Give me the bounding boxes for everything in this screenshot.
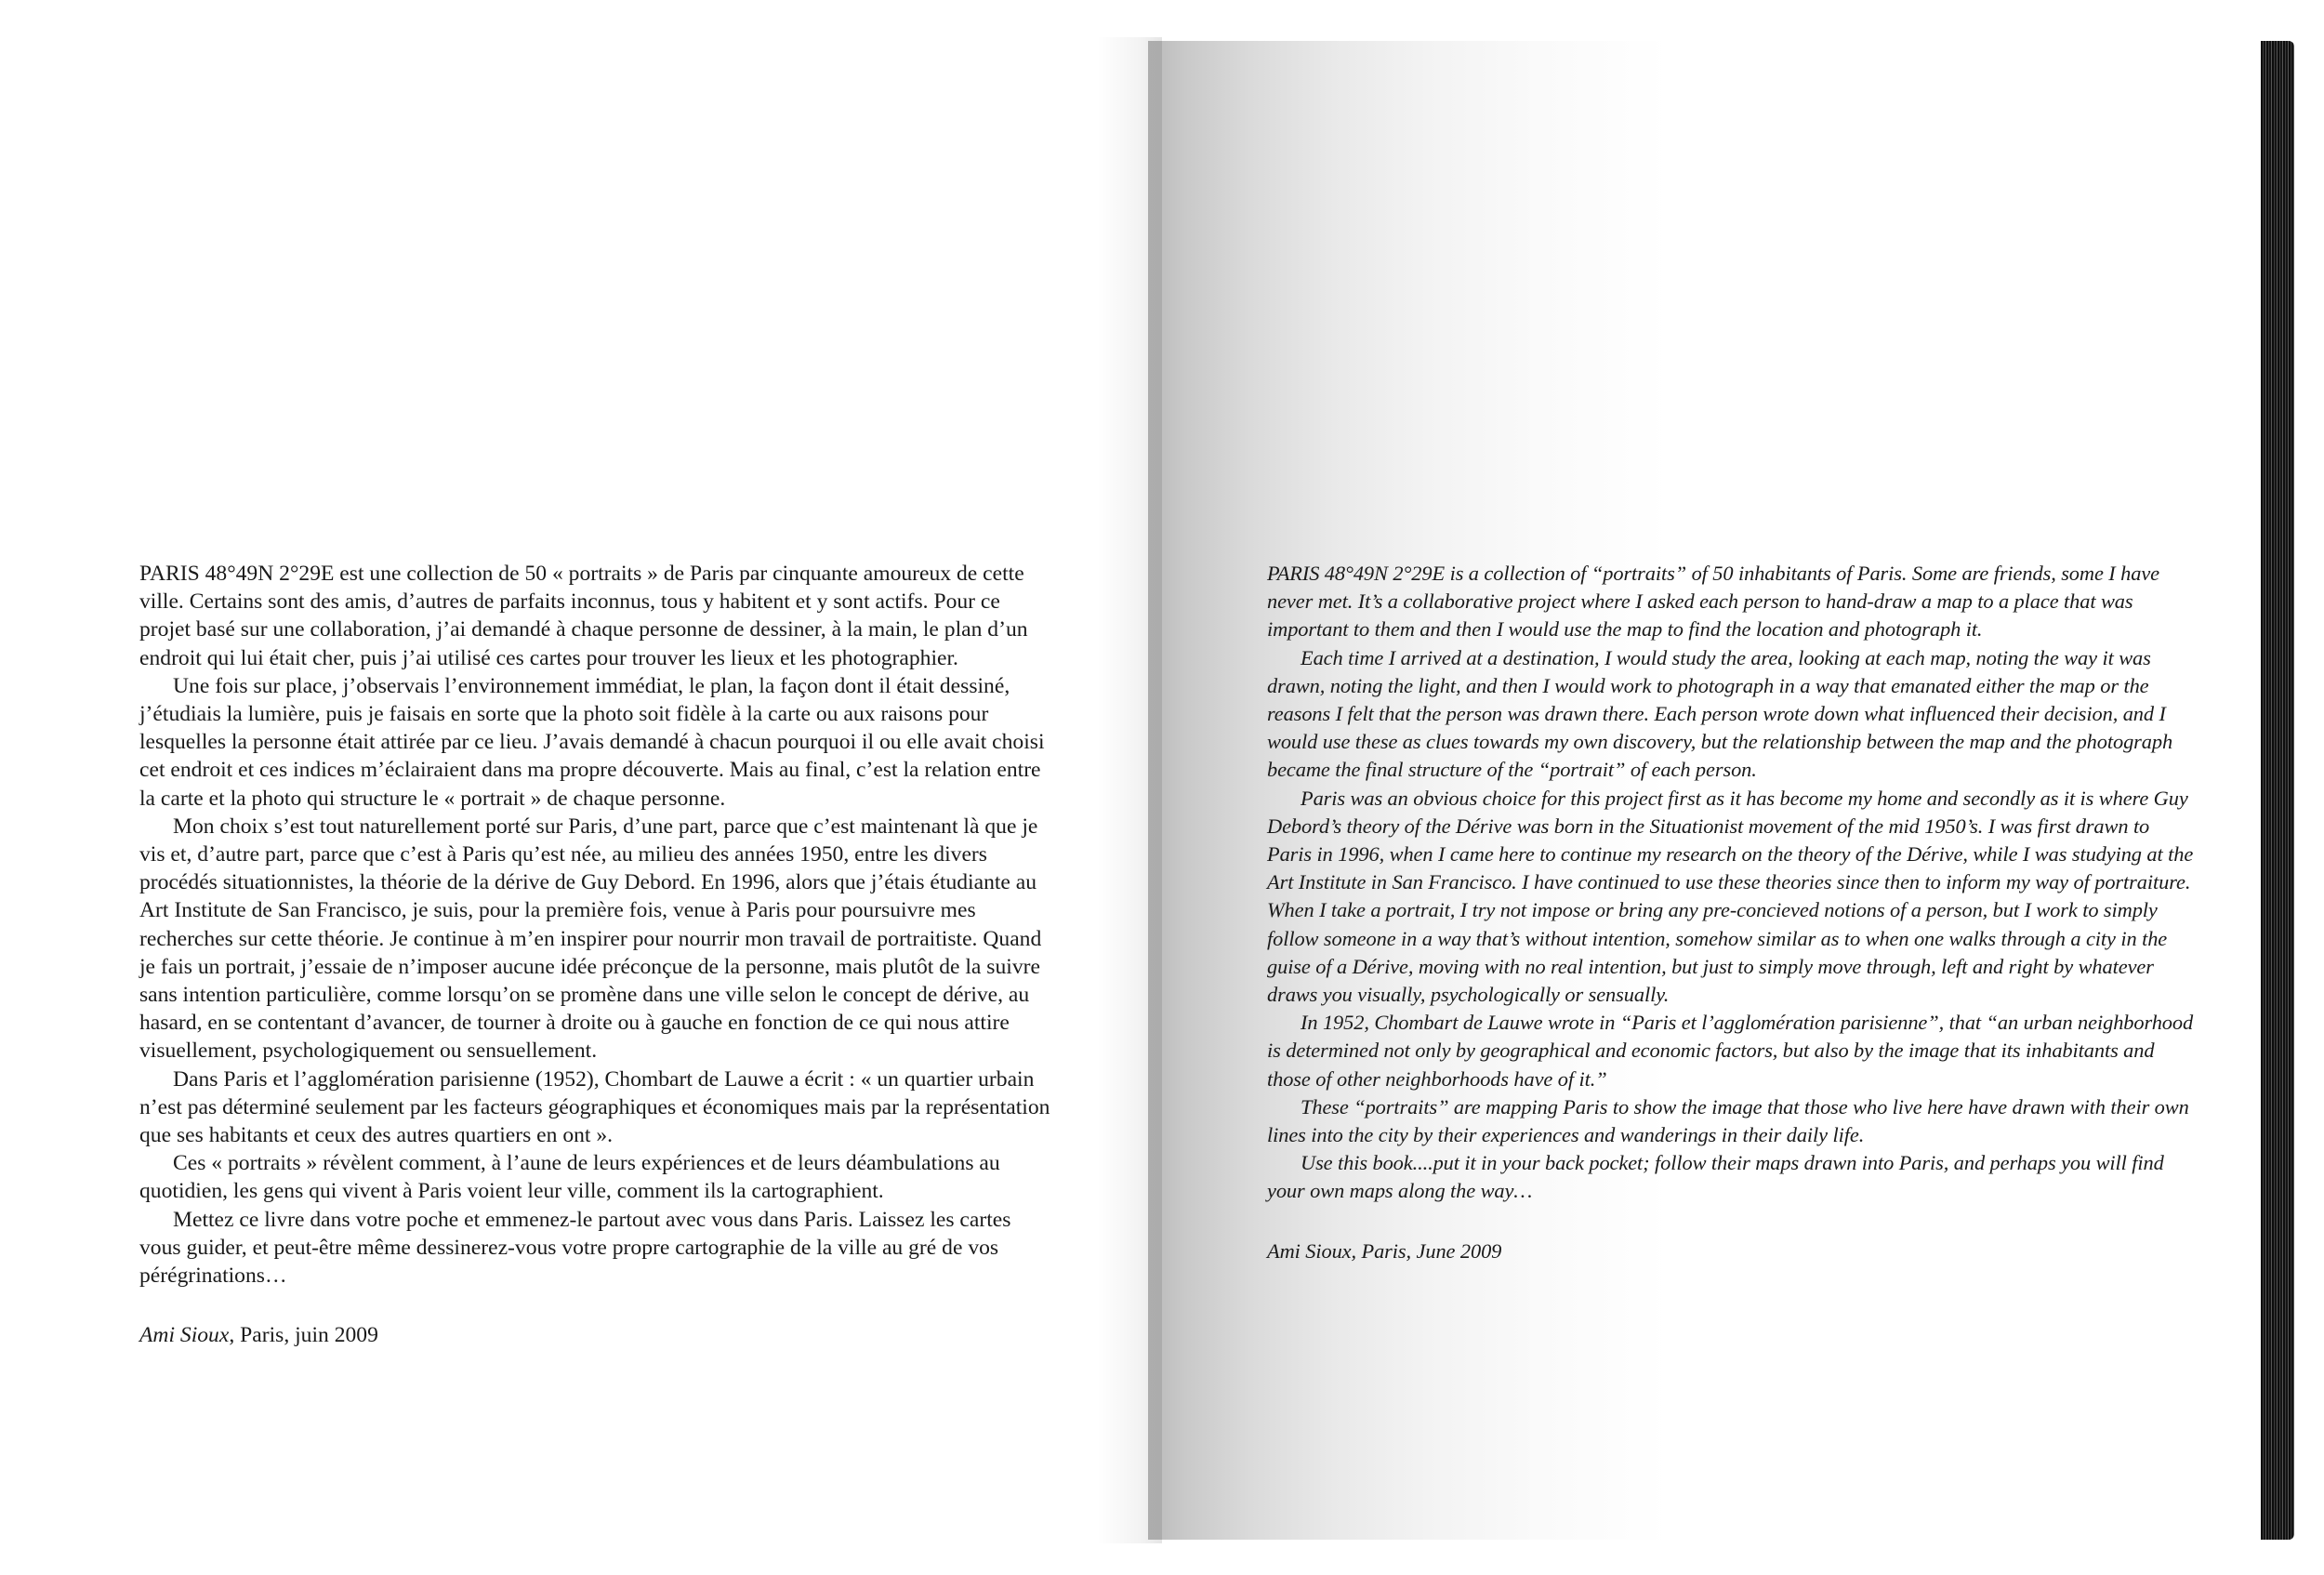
english-text (1267, 560, 2197, 1265)
fr-paragraph-5: Ces « portraits » révèlent comment, à l’aune de leurs expériences et de leurs déambulations au quotidien, les gens qui vivent à Paris voient leur ville, comment ils la cartographient. (139, 1151, 1000, 1204)
fr-signature-name: Ami Sioux (139, 1323, 230, 1348)
fr-paragraph-1: PARIS 48°49N 2°29E est une collection de 50 « portraits » de Paris par cinquante amoureux de cette ville. Certains sont des amis, d’autres de parfaits inconnus, tous y habitent et y sont actifs. Pour ce projet basé sur une collaboration, j’ai demandé à chaque personne de dessiner, à la main, le plan d’un endroit qui lui était cher, puis j’ai utilisé ces cartes pour trouver les lieux et les photographier. (139, 562, 1028, 670)
fr-paragraph-4: Dans Paris et l’agglomération parisienne (1952), Chombart de Lauwe a écrit : « un quartier urbain n’est pas déterminé seulement par les facteurs géographiques et économiques mais par la représentation que ses habitants et ceux des autres quartiers en ont ». (139, 1066, 1050, 1148)
en-paragraph-1: PARIS 48°49N 2°29E is a collection of “portraits” of 50 inhabitants of Paris. Some are friends, some I have never met. It’s a collaborative project where I asked each person to hand-draw a map to a place that was important to them and then I would use the map to find the location and photograph it. (1267, 562, 2160, 642)
en-paragraph-3: Paris was an obvious choice for this project first as it has become my home and secondly as it is where Guy Debord’s theory of the Dérive was born in the Situationist movement of the mid 1950’s. I was first drawn to Paris in 1996, when I came here to continue my research on the theory of the Dérive, while I was studying at the Art Institute in San Francisco. I have continued to use these theories since then to inform my way of portraiture. When I take a portrait, I try not impose or bring any pre-concieved notions of a person, but I work to simply follow someone in a way that’s without intention, somehow similar as to when one walks through a city in the guise of a Dérive, moving with no real intention, but just to simply move through, left and right by whatever draws you visually, psychologically or sensually. (1267, 786, 2194, 1007)
en-paragraph-5: These “portraits” are mapping Paris to show the image that those who live here have drawn with their own lines into the city by their experiences and wanderings in their daily life. (1267, 1094, 2189, 1147)
french-text (139, 560, 1050, 1349)
fr-paragraph-2: Une fois sur place, j’observais l’environnement immédiat, le plan, la façon dont il était dessiné, j’étudiais la lumière, puis je faisais en sorte que la photo soit fidèle à la carte ou aux raisons pour lesquelles la personne était attirée par ce lieu. J’avais demandé à chacun pourquoi il ou elle avait choisi cet endroit et ces indices m’éclairaient dans ma propre découverte. Mais au final, c’est la relation entre la carte et la photo qui structure le « portrait » de chaque personne. (139, 673, 1045, 811)
en-paragraph-6: Use this book....put it in your back pocket; follow their maps drawn into Paris, and perhaps you will find your own maps along the way… (1267, 1151, 2164, 1203)
fr-paragraph-3: Mon choix s’est tout naturellement porté sur Paris, d’une part, parce que c’est maintenant là que je vis et, d’autre part, parce que c’est à Paris qu’est née, au milieu des années 1950, entre les divers procédés situationnistes, la théorie de la dérive de Guy Debord. En 1996, alors que j’étais étudiante au Art Institute de San Francisco, je suis, pour la première fois, venue à Paris pour poursuivre mes recherches sur cette théorie. Je continue à m’en inspirer pour nourrir mon travail de portraitiste. Quand je fais un portrait, j’essaie de n’imposer aucune idée préconçue de la personne, mais plutôt de la suivre sans intention particulière, comme lorsqu’on se promène dans une ville selon le concept de dérive, au hasard, en se contentant d’avancer, de tourner à droite ou à gauche en fonction de ce qui nous attire visuellement, psychologiquement ou sensuellement. (139, 814, 1042, 1064)
fr-signature (139, 1321, 1050, 1349)
book-gutter (1097, 37, 1162, 1543)
fr-paragraph-6: Mettez ce livre dans votre poche et emmenez-le partout avec vous dans Paris. Laissez les cartes vous guider, et peut-être même dessinerez-vous votre propre cartographie de la ville au gré de vos pérégrinations… (139, 1207, 1011, 1289)
en-signature: Ami Sioux, Paris, June 2009 (1267, 1238, 1502, 1263)
fr-signature-place-date: , Paris, juin 2009 (229, 1323, 378, 1348)
en-paragraph-4: In 1952, Chombart de Lauwe wrote in “Paris et l’agglomération parisienne”, that “an urban neighborhood is determined not only by geographical and economic factors, but also by the image that its inhabitants and those of other neighborhoods have of it.” (1267, 1011, 2194, 1091)
page-edges (2261, 41, 2294, 1540)
en-paragraph-2: Each time I arrived at a destination, I would study the area, looking at each map, noting the way it was drawn, noting the light, and then I would work to photograph in a way that emanated either the map or the reasons I felt that the person was drawn there. Each person wrote down what influenced their decision, and I would use these as clues towards my own discovery, but the relationship between the map and the photograph became the final structure of the “portrait” of each person. (1267, 645, 2173, 782)
